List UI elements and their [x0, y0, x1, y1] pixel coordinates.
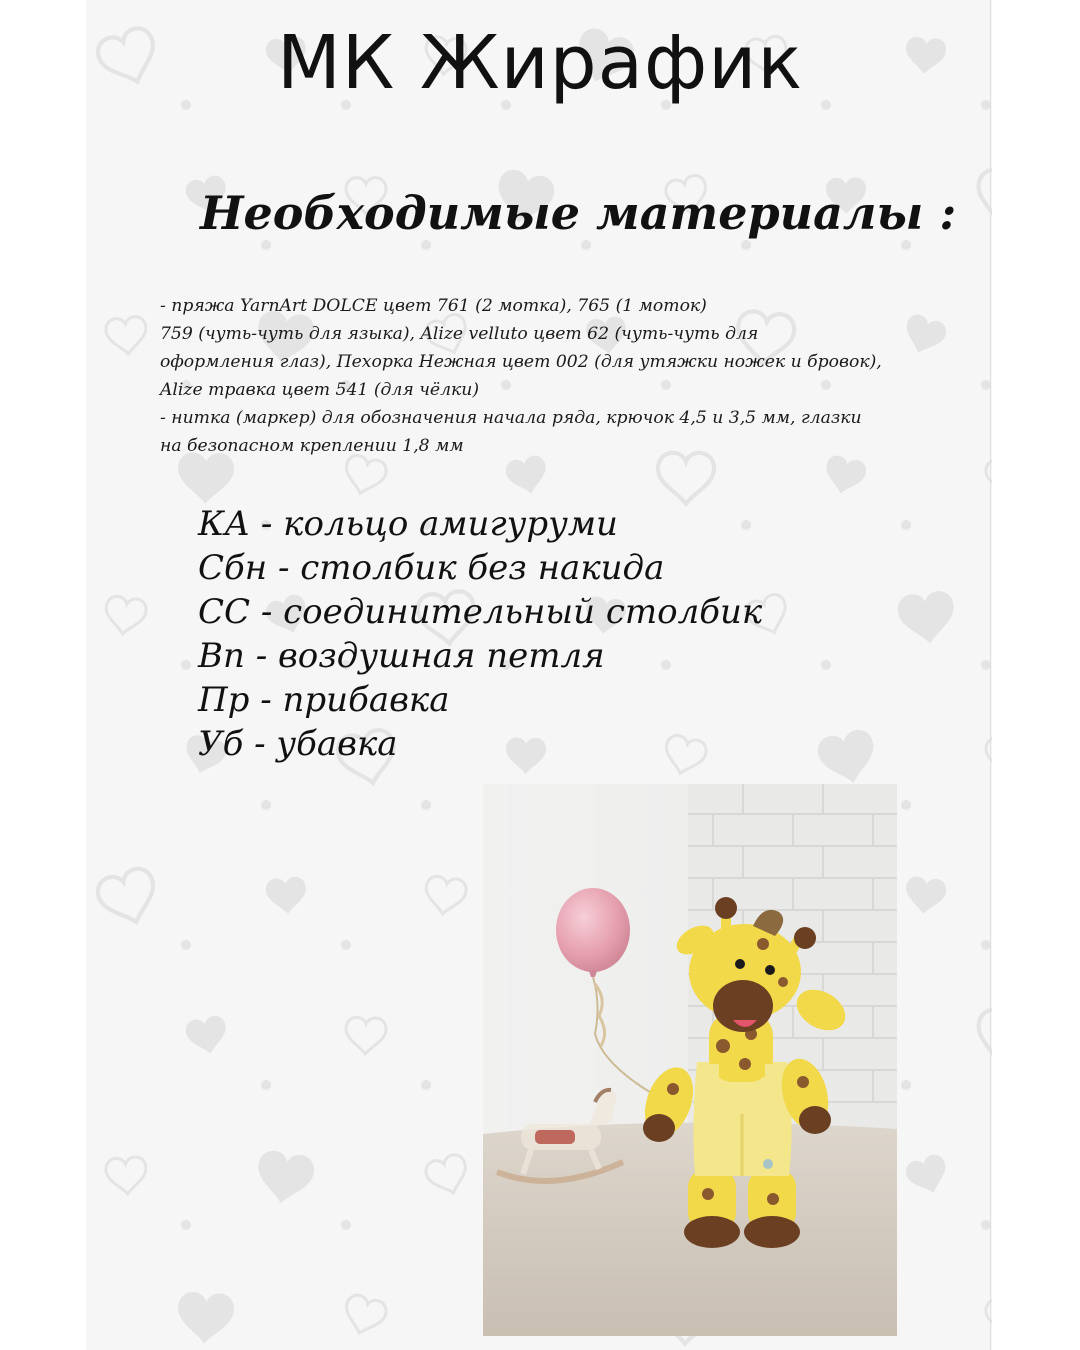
materials-line: оформления глаз), Пехорка Нежная цвет 002 (для утяжки ножек и бровок), — [160, 352, 882, 372]
heart-icon — [105, 1156, 147, 1195]
pattern-dot — [901, 800, 911, 810]
page-edge-divider — [990, 0, 991, 1350]
pattern-dot — [261, 1080, 271, 1090]
heart-icon — [103, 595, 148, 637]
pattern-dot — [821, 660, 831, 670]
pattern-dot — [181, 660, 191, 670]
abbreviation-vp: Вп - воздушная петля — [198, 636, 605, 676]
heart-icon — [504, 453, 551, 497]
abbreviation-ss: СС - соединительный столбик — [198, 592, 763, 632]
heart-icon — [176, 1291, 235, 1345]
heart-icon — [971, 1006, 992, 1069]
heart-icon — [821, 453, 868, 497]
heart-icon — [177, 452, 234, 504]
heart-icon — [972, 167, 992, 228]
heart-icon — [815, 727, 881, 789]
heart-icon — [265, 876, 308, 916]
materials-heading: Необходимые материалы : — [200, 186, 957, 240]
heart-icon — [903, 1152, 953, 1199]
pattern-dot — [181, 940, 191, 950]
abbreviations-list — [198, 502, 762, 766]
pattern-dot — [421, 240, 431, 250]
pattern-dot — [261, 240, 271, 250]
pattern-dot — [901, 520, 911, 530]
page-title: МК Жирафик — [276, 20, 804, 106]
heart-icon — [345, 1017, 386, 1055]
heart-icon — [340, 1293, 388, 1339]
heart-icon — [986, 738, 992, 774]
pattern-dot — [261, 800, 271, 810]
materials-line: - пряжа YarnArt DOLCE цвет 761 (2 мотка), 765 (1 моток) — [160, 296, 707, 316]
heart-icon — [94, 865, 163, 931]
heart-icon — [903, 875, 947, 916]
giraffe-photo — [483, 784, 897, 1336]
pattern-dot — [421, 800, 431, 810]
abbreviation-pr: Пр - прибавка — [198, 680, 450, 720]
heart-icon — [253, 1149, 316, 1208]
materials-line: - нитка (маркер) для обозначения начала ряда, крючок 4,5 и 3,5 мм, глазки — [160, 408, 862, 428]
heart-icon — [896, 589, 958, 646]
pattern-dot — [901, 240, 911, 250]
materials-line: 759 (чуть-чуть для языка), Alize velluto цвет 62 (чуть-чуть для — [160, 324, 759, 344]
pattern-dot — [181, 1220, 191, 1230]
abbreviation-ub: Уб - убавка — [198, 724, 398, 764]
heart-icon — [423, 1152, 472, 1199]
pattern-dot — [901, 1080, 911, 1090]
materials-line: на безопасном креплении 1,8 мм — [160, 436, 464, 456]
pattern-dot — [581, 240, 591, 250]
abbreviation-ka: КА - кольцо амигуруми — [198, 504, 618, 544]
pattern-dot — [421, 1080, 431, 1090]
heart-icon — [423, 875, 468, 917]
pattern-dot — [341, 940, 351, 950]
materials-list — [160, 292, 920, 460]
heart-icon — [184, 1014, 230, 1057]
materials-line: Alize травка цвет 541 (для чёлки) — [160, 380, 480, 400]
pink-balloon — [556, 888, 630, 972]
pattern-dot — [341, 1220, 351, 1230]
pattern-dot — [741, 240, 751, 250]
heart-icon — [658, 453, 714, 504]
abbreviation-sbn: Сбн - столбик без накида — [198, 548, 665, 588]
heart-icon — [105, 316, 149, 356]
